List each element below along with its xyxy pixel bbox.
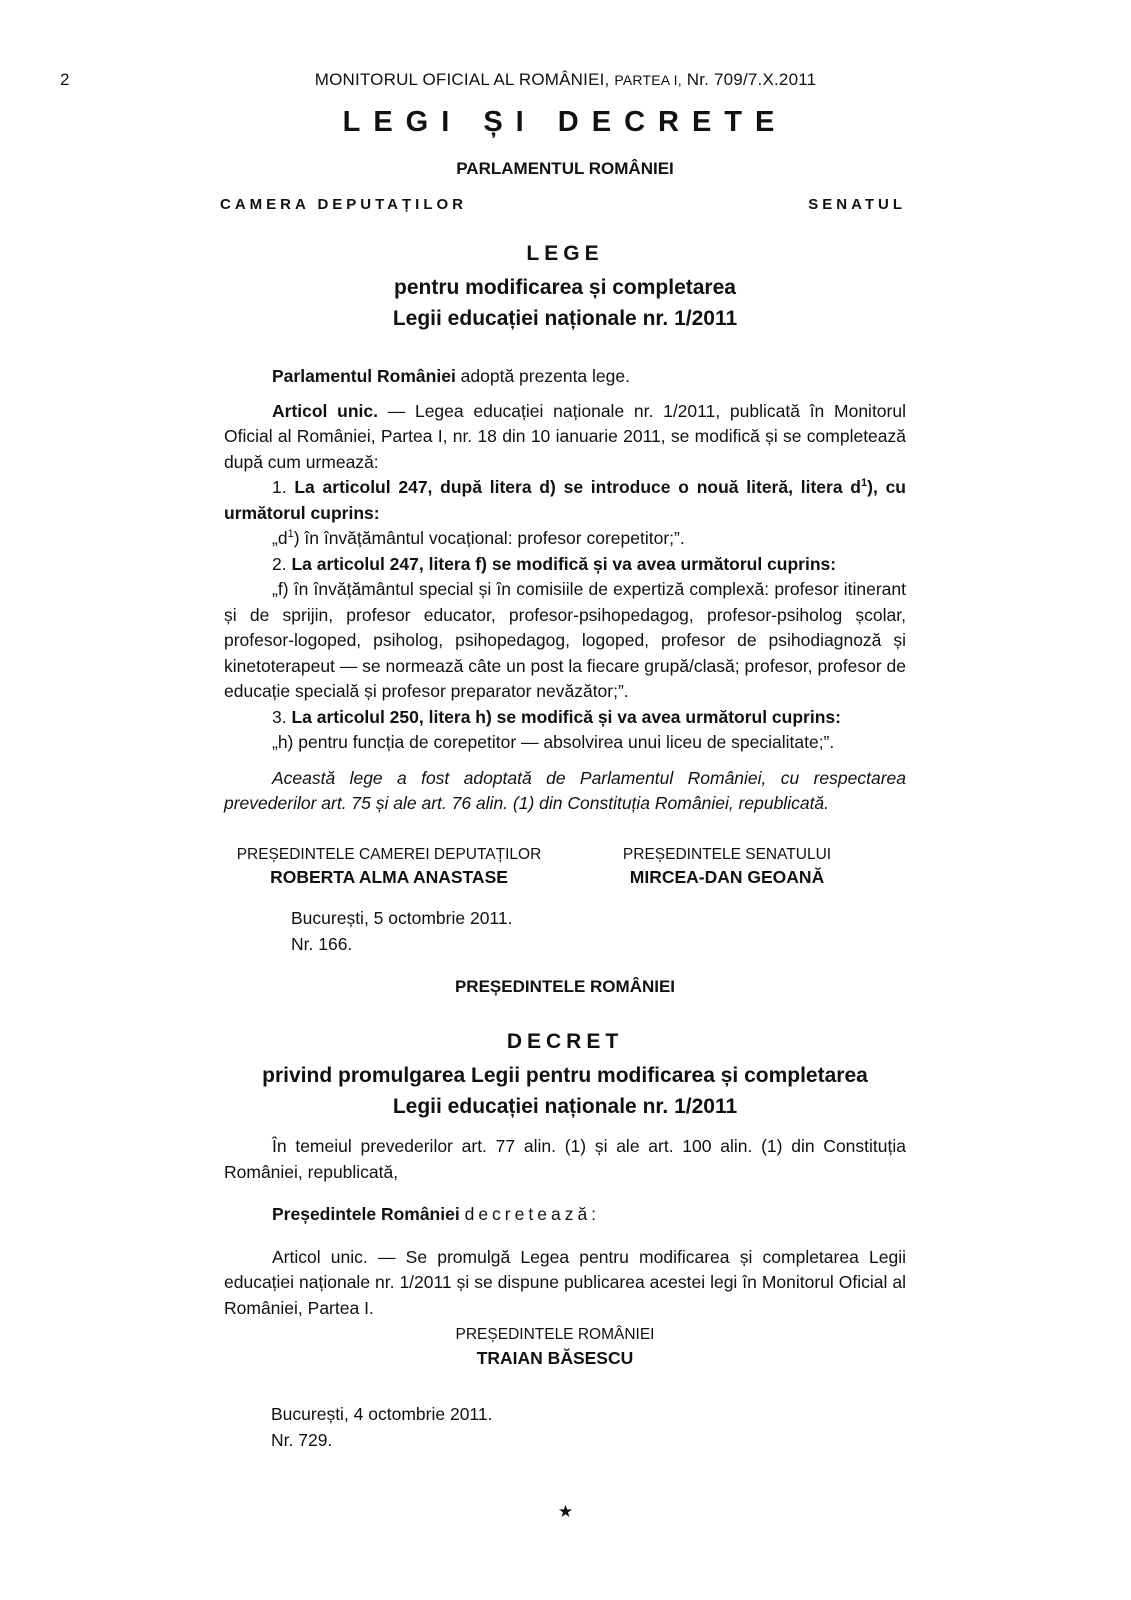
- page-number: 2: [60, 70, 70, 89]
- law-title: LEGE: [526, 242, 604, 265]
- decree-title: DECRET: [506, 1030, 624, 1053]
- signature-name: MIRCEA-DAN GEOANĂ: [629, 867, 825, 887]
- decree-subtitle-line-1: privind promulgarea Legii pentru modificarea și completarea: [262, 1064, 868, 1087]
- section-title: LEGI ȘI DECRETE: [342, 106, 788, 138]
- signature-role: PREȘEDINTELE CAMEREI DEPUTAȚILOR: [236, 846, 542, 863]
- chamber-senate: SENATUL: [808, 196, 906, 213]
- decree-article: Articol unic. — Se promulgă Legea pentru modificarea și completarea Legii educației naționale nr. 1/2011 și se dispune publicarea acestei legi în Monitorul Oficial al României, Partea I.: [224, 1246, 906, 1318]
- law-subtitle: [224, 272, 906, 334]
- adoption-note: Această lege a fost adoptată de Parlamentul României, cu respectarea prevederilor art. 75 și ale art. 76 alin. (1) din Constituția României, republicată.: [224, 767, 906, 813]
- item-2: 2. La articolul 247, litera f) se modifică și va avea următorul cuprins:: [272, 553, 837, 574]
- adoption-statement: Parlamentul României adoptă prezenta lege.: [272, 366, 630, 386]
- issue-number: Nr. 709/7.X.2011: [686, 70, 817, 89]
- law-subtitle-line-1: pentru modificarea și completarea: [394, 276, 736, 299]
- signature-senate: [602, 846, 852, 888]
- end-star-icon: ★: [557, 1502, 574, 1521]
- chambers-row: [220, 196, 906, 218]
- law-subtitle-line-2: Legii educației naționale nr. 1/2011: [392, 307, 738, 330]
- article-text: — Legea educației naționale nr. 1/2011, publicată în Monitorul Oficial al României, Partea I, nr. 18 din 10 ianuarie 2011, se modifică și se completează după cum urmează:: [224, 400, 906, 472]
- item-2-quote: „f) în învățământul special și în comisiile de expertiză complexă: profesor itinerant și de sprijin, profesor educator, profesor-psihopedagog, profesor-psiholog școlar, profesor-logoped, psiholog, psihopedagog, logoped, profesor de psihodiagnoză și kinetoterapeut — se normează câte un post la fiecare grupă/clasă; profesor, profesor de educație specială și profesor preparator nevăzător;”.: [224, 579, 906, 701]
- chamber-deputies: CAMERA DEPUTAȚILOR: [220, 196, 467, 213]
- running-header: [0, 70, 1131, 90]
- place-date: București, 4 octombrie 2011.: [271, 1404, 493, 1424]
- decree-number: Nr. 729.: [271, 1429, 333, 1450]
- signature-role: PREȘEDINTELE ROMÂNIEI: [455, 1326, 655, 1343]
- decree-formula: Președintele României decretează:: [272, 1204, 601, 1224]
- signature-role: PREȘEDINTELE SENATULUI: [622, 846, 832, 863]
- decree-basis: În temeiul prevederilor art. 77 alin. (1) și ale art. 100 alin. (1) din Constituția României, republicată,: [224, 1136, 906, 1182]
- law-body: [224, 364, 906, 817]
- item-1: 1. La articolul 247, după litera d) se introduce o nouă literă, litera $d^1$), cu următorul cuprins:: [224, 477, 906, 523]
- item-3: 3. La articolul 250, litera h) se modifică și va avea următorul cuprins:: [272, 706, 841, 727]
- law-place-date: [291, 906, 691, 957]
- law-number: Nr. 166.: [291, 933, 353, 954]
- place-date: București, 5 octombrie 2011.: [291, 908, 513, 928]
- parliament-heading: PARLAMENTUL ROMÂNIEI: [456, 159, 674, 178]
- signature-chamber: [224, 846, 554, 888]
- adoption-bold: Parlamentul României: [272, 366, 456, 386]
- decree-body: [224, 1134, 906, 1321]
- item-1-quote: $„d^1$) în învățământul vocațional: profesor corepetitor;”.: [272, 528, 685, 548]
- decree-subtitle-line-2: Legii educației naționale nr. 1/2011: [392, 1095, 738, 1118]
- article-label: Articol unic.: [272, 400, 378, 421]
- decree-place-date: [271, 1402, 671, 1453]
- decree-signature: [440, 1326, 670, 1369]
- signature-name: ROBERTA ALMA ANASTASE: [270, 867, 508, 887]
- publication-name: MONITORUL OFICIAL AL ROMÂNIEI,: [314, 70, 610, 89]
- decree-issuer: PREȘEDINTELE ROMÂNIEI: [454, 977, 676, 996]
- item-3-quote: „h) pentru funcția de corepetitor — absolvirea unui liceu de specialitate;”.: [272, 732, 835, 752]
- signature-name: TRAIAN BĂSESCU: [476, 1348, 634, 1368]
- article-unic: [224, 399, 906, 476]
- decree-subtitle: [224, 1060, 906, 1122]
- law-signatures: [224, 846, 906, 896]
- publication-part: PARTEA I,: [614, 72, 682, 88]
